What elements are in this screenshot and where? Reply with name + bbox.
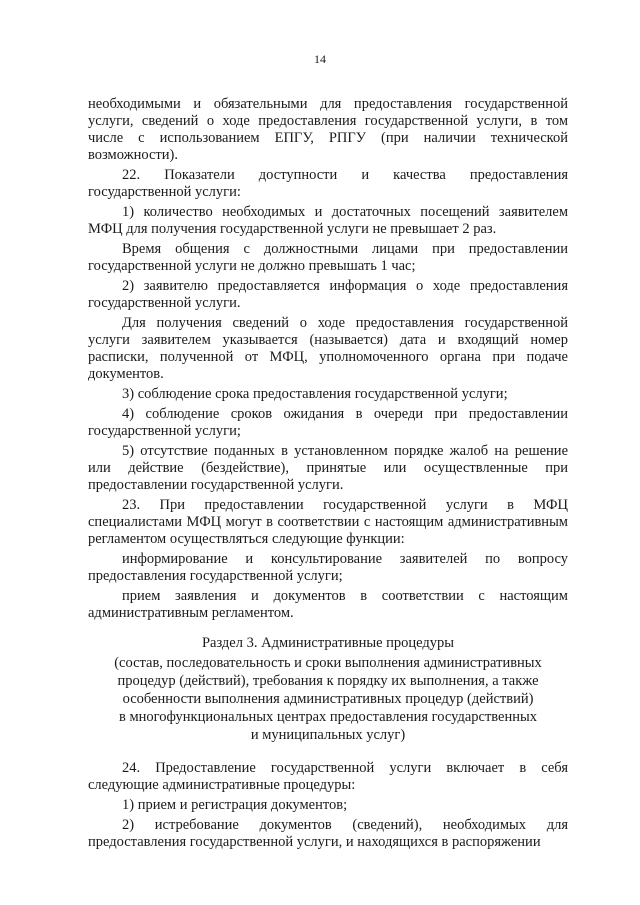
paragraph: необходимыми и обязательными для предоставления государственной услуги, сведений о ходе предоставления государственной услуги, в том числе с использованием ЕПГУ, РПГУ (при наличии технической возможности). [88,96,568,163]
paragraph: информирование и консультирование заявителей по вопросу предоставления государственной услуги; [88,551,568,584]
paragraph: 22. Показатели доступности и качества предоставления государственной услуги: [88,167,568,200]
page-number: 14 [314,52,326,66]
paragraph: 3) соблюдение срока предоставления государственной услуги; [122,386,508,402]
paragraph: 5) отсутствие поданных в установленном порядке жалоб на решение или действие (бездействие), принятые или осуществленные при предоставлении государственной услуги. [88,443,568,493]
paragraph: 23. При предоставлении государственной услуги в МФЦ специалистами МФЦ могут в соответствии с настоящим административным регламентом осуществляться следующие функции: [88,497,568,547]
paragraph: 1) количество необходимых и достаточных посещений заявителем МФЦ для получения государственной услуги не превышает 2 раз. [88,204,568,237]
paragraph: 1) прием и регистрация документов; [122,797,348,813]
paragraph: 24. Предоставление государственной услуги включает в себя следующие административные процедуры: [88,760,568,793]
paragraph: 2) заявителю предоставляется информация о ходе предоставления государственной услуги. [88,278,568,311]
body-text-continued [88,760,568,851]
paragraph: прием заявления и документов в соответствии с настоящим административным регламентом. [88,588,568,621]
paragraph: Для получения сведений о ходе предоставления государственной услуги заявителем указывается (называется) дата и входящий номер расписки, полученной от МФЦ, уполномоченного органа при подаче документов. [88,315,568,382]
paragraph: 4) соблюдение сроков ожидания в очереди при предоставлении государственной услуги; [88,406,568,439]
paragraph: Время общения с должностными лицами при предоставлении государственной услуги не должно превышать 1 час; [88,241,568,274]
section-subtitle-line: в многофункциональных центрах предоставления государственных [118,709,538,725]
paragraph: 2) истребование документов (сведений), необходимых для предоставления государственной услуги, и находящихся в распоряжении [88,817,568,850]
section-subtitle-line: процедур (действий), требования к порядку их выполнения, а также [117,673,539,689]
section-title: Раздел 3. Административные процедуры [201,635,455,651]
body-text [88,96,568,622]
section-subtitle-line: и муниципальных услуг) [250,727,406,743]
section-subtitle-line: особенности выполнения административных процедур (действий) [122,691,534,707]
section-subtitle-line: (состав, последовательность и сроки выполнения административных [114,655,542,671]
section-heading [88,634,568,744]
